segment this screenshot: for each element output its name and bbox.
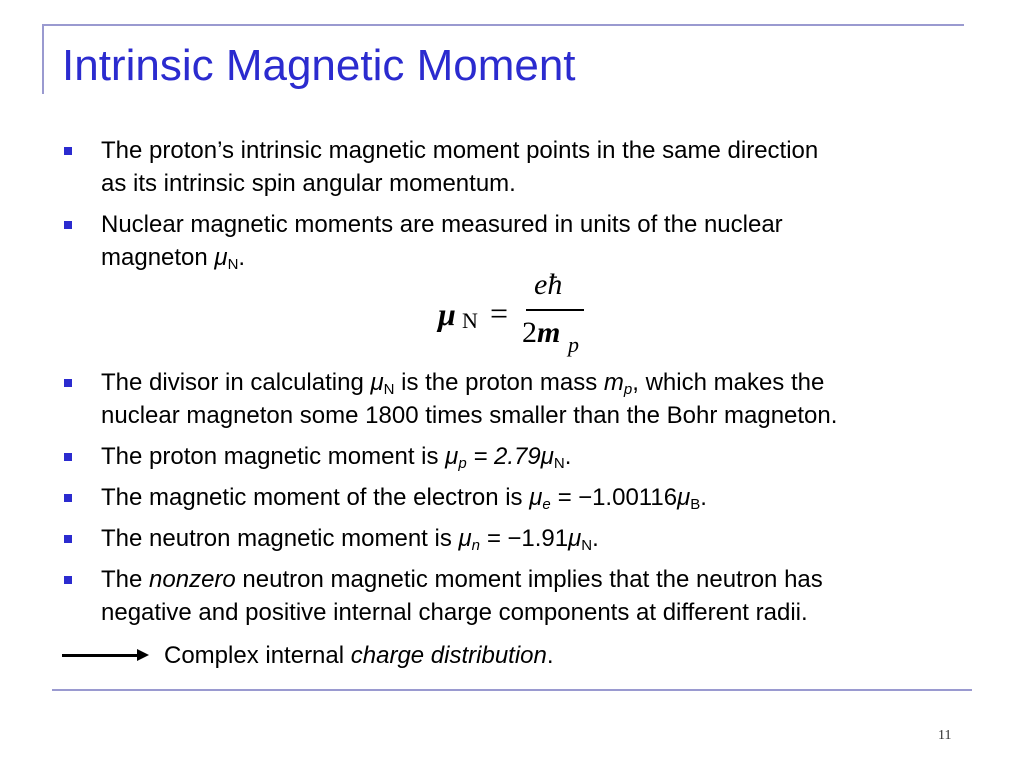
bullet-divisor [64, 366, 964, 432]
bullet-line: negative and positive internal charge components at different radii. [101, 599, 808, 626]
bullet-line: magneton $\mu_N$. [101, 244, 246, 273]
bullet-line: nuclear magneton some 1800 times smaller than the Bohr magneton. [101, 402, 838, 429]
bullet-line: The proton magnetic moment is $\mu_p = 2.79\mu_N$. [101, 443, 572, 472]
equation-denominator-subscript: p [568, 332, 579, 357]
fraction-bar [526, 309, 584, 311]
equation-denominator: 2m [522, 316, 561, 349]
top-frame-line [42, 24, 964, 26]
equation-equals: = [490, 295, 509, 331]
bullet-square-icon [64, 576, 72, 584]
bullet-line: The nonzero neutron magnetic moment implies that the neutron has [101, 566, 823, 593]
bullet-proton-direction [64, 134, 964, 200]
bullet-square-icon [64, 147, 72, 155]
page-number: 11 [938, 728, 952, 743]
bullet-square-icon [64, 535, 72, 543]
right-arrow-icon [62, 654, 140, 657]
bullet-proton-moment [64, 440, 964, 473]
arrow-head-icon [137, 649, 149, 661]
bullet-electron-moment [64, 481, 964, 514]
bullet-line: The divisor in calculating $\mu_N$ is the proton mass $m_p$, which makes the [101, 369, 825, 398]
bullet-square-icon [64, 221, 72, 229]
conclusion-text: Complex internal charge distribution. [164, 642, 554, 669]
equation-mu-subscript: N [462, 308, 478, 333]
bullet-neutron-moment [64, 522, 964, 555]
bullet-line: Nuclear magnetic moments are measured in units of the nuclear [101, 211, 783, 238]
bullet-line: The neutron magnetic moment is $\mu_n = -1.91\mu_N$. [101, 525, 599, 554]
bullet-nuclear-magneton [64, 208, 964, 274]
equation-numerator: eħ [534, 268, 563, 301]
left-frame-line [42, 24, 44, 94]
equation-mu: μ [438, 296, 456, 332]
slide-title: Intrinsic Magnetic Moment [62, 41, 576, 90]
bullet-line: The proton’s intrinsic magnetic moment points in the same direction [101, 137, 819, 164]
bottom-divider [52, 689, 972, 691]
bullet-square-icon [64, 494, 72, 502]
nuclear-magneton-equation [438, 268, 598, 360]
bullet-square-icon [64, 453, 72, 461]
bullet-nonzero-neutron [64, 563, 964, 629]
bullet-square-icon [64, 379, 72, 387]
bullet-line: The magnetic moment of the electron is $\mu_e = -1.00116\mu_B$. [101, 484, 707, 513]
bullet-line: as its intrinsic spin angular momentum. [101, 170, 516, 197]
